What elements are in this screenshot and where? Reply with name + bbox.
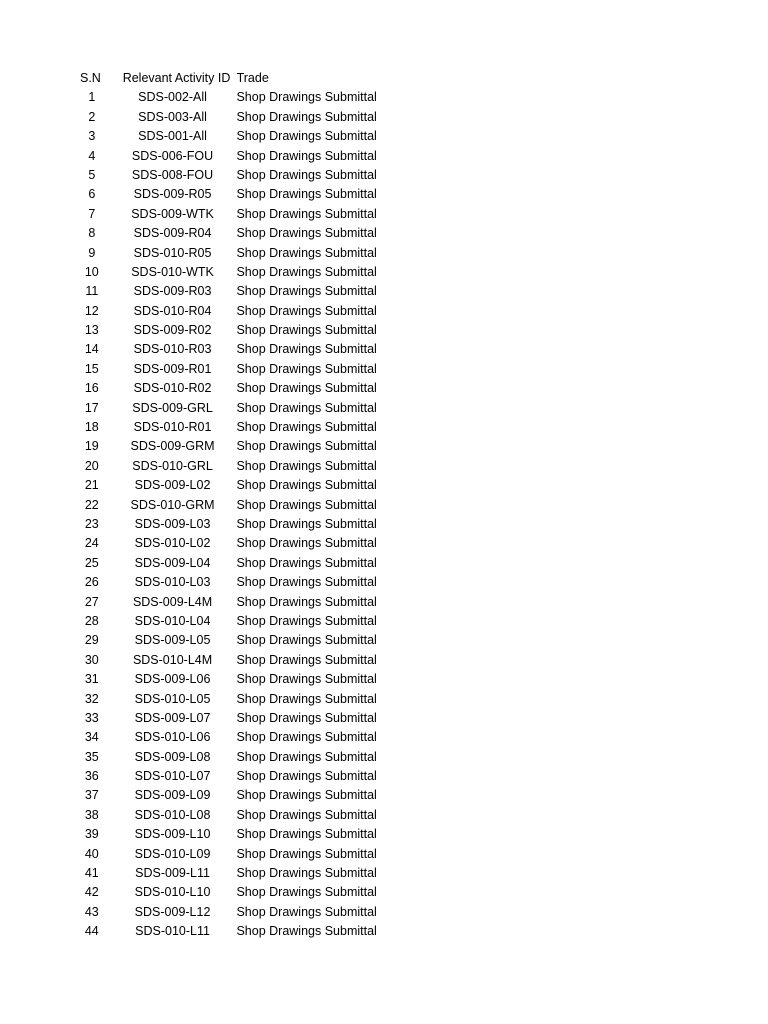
cell-sn: 26 [84, 575, 99, 590]
cell-activity-id: SDS-009-GRM [130, 439, 215, 454]
cell-trade: Shop Drawings Submittal [236, 885, 377, 900]
cell-trade: Shop Drawings Submittal [236, 807, 377, 822]
cell-trade: Shop Drawings Submittal [236, 652, 377, 667]
cell-activity-id: SDS-009-L04 [134, 555, 211, 570]
cell-activity-id: SDS-010-R03 [133, 342, 212, 357]
cell-sn: 11 [85, 284, 99, 299]
cell-activity-id: SDS-009-R03 [133, 284, 212, 299]
cell-sn: 31 [84, 672, 99, 687]
cell-activity-id: SDS-010-L03 [134, 575, 211, 590]
cell-sn: 41 [84, 866, 99, 881]
table-row [72, 864, 392, 883]
cell-trade: Shop Drawings Submittal [236, 458, 377, 473]
header-trade: Trade [236, 71, 269, 85]
cell-activity-id: SDS-010-L09 [134, 846, 211, 861]
cell-sn: 35 [84, 749, 99, 764]
cell-sn: 34 [84, 730, 99, 745]
cell-sn: 40 [84, 846, 99, 861]
table-row [72, 244, 392, 263]
table-row [72, 166, 392, 185]
cell-trade: Shop Drawings Submittal [236, 749, 377, 764]
cell-activity-id: SDS-009-R02 [133, 323, 212, 338]
cell-trade: Shop Drawings Submittal [236, 846, 377, 861]
cell-trade: Shop Drawings Submittal [236, 420, 377, 435]
cell-sn: 15 [84, 361, 99, 376]
cell-trade: Shop Drawings Submittal [236, 226, 377, 241]
table-row [72, 360, 392, 379]
cell-activity-id: SDS-009-R01 [133, 361, 212, 376]
cell-trade: Shop Drawings Submittal [236, 206, 377, 221]
cell-sn: 5 [88, 167, 96, 182]
table-row [72, 845, 392, 864]
cell-trade: Shop Drawings Submittal [236, 730, 377, 745]
cell-activity-id: SDS-006-FOU [131, 148, 214, 163]
cell-sn: 39 [84, 827, 99, 842]
cell-activity-id: SDS-003-All [138, 109, 207, 124]
cell-sn: 10 [84, 264, 99, 279]
cell-trade: Shop Drawings Submittal [236, 516, 377, 531]
table-body [72, 88, 392, 941]
table-row [72, 806, 392, 825]
cell-trade: Shop Drawings Submittal [236, 594, 377, 609]
cell-trade: Shop Drawings Submittal [236, 866, 377, 881]
cell-trade: Shop Drawings Submittal [236, 672, 377, 687]
cell-trade: Shop Drawings Submittal [236, 381, 377, 396]
cell-sn: 27 [84, 594, 99, 609]
cell-activity-id: SDS-010-GRM [130, 497, 215, 512]
table-row [72, 302, 392, 321]
cell-trade: Shop Drawings Submittal [236, 361, 377, 376]
activity-table [72, 69, 392, 942]
cell-trade: Shop Drawings Submittal [236, 691, 377, 706]
table-row [72, 457, 392, 476]
table-row [72, 147, 392, 166]
cell-sn: 22 [84, 497, 99, 512]
table-row [72, 651, 392, 670]
cell-sn: 32 [84, 691, 99, 706]
header-activity-id: Relevant Activity ID [122, 71, 231, 85]
table-row [72, 185, 392, 204]
table-row [72, 418, 392, 437]
cell-activity-id: SDS-010-L07 [134, 769, 211, 784]
cell-sn: 23 [84, 516, 99, 531]
cell-trade: Shop Drawings Submittal [236, 245, 377, 260]
cell-sn: 44 [84, 924, 99, 939]
cell-trade: Shop Drawings Submittal [236, 148, 377, 163]
cell-activity-id: SDS-009-L11 [135, 866, 210, 881]
cell-activity-id: SDS-010-R02 [133, 381, 212, 396]
cell-activity-id: SDS-009-L08 [134, 749, 211, 764]
table-row [72, 690, 392, 709]
table-row [72, 922, 392, 941]
cell-activity-id: SDS-010-R05 [133, 245, 212, 260]
cell-trade: Shop Drawings Submittal [236, 555, 377, 570]
cell-activity-id: SDS-009-L07 [134, 710, 211, 725]
cell-sn: 3 [88, 129, 96, 144]
cell-trade: Shop Drawings Submittal [236, 575, 377, 590]
cell-sn: 43 [84, 904, 99, 919]
cell-activity-id: SDS-009-R05 [133, 187, 212, 202]
cell-activity-id: SDS-009-R04 [133, 226, 212, 241]
cell-sn: 9 [88, 245, 96, 260]
table-row [72, 340, 392, 359]
cell-sn: 24 [84, 536, 99, 551]
cell-activity-id: SDS-009-L06 [134, 672, 211, 687]
table-header-row [72, 69, 392, 88]
cell-sn: 30 [84, 652, 99, 667]
cell-trade: Shop Drawings Submittal [236, 769, 377, 784]
cell-sn: 29 [84, 633, 99, 648]
table-row [72, 709, 392, 728]
table-row [72, 593, 392, 612]
cell-sn: 18 [84, 420, 99, 435]
table-row [72, 496, 392, 515]
table-row [72, 786, 392, 805]
table-row [72, 399, 392, 418]
cell-activity-id: SDS-010-L06 [134, 730, 211, 745]
cell-activity-id: SDS-009-L12 [134, 904, 211, 919]
cell-trade: Shop Drawings Submittal [236, 904, 377, 919]
cell-trade: Shop Drawings Submittal [236, 303, 377, 318]
cell-trade: Shop Drawings Submittal [236, 710, 377, 725]
cell-activity-id: SDS-010-R04 [133, 303, 212, 318]
table-row [72, 379, 392, 398]
cell-sn: 25 [84, 555, 99, 570]
cell-trade: Shop Drawings Submittal [236, 284, 377, 299]
table-row [72, 205, 392, 224]
cell-activity-id: SDS-010-L02 [134, 536, 211, 551]
table-row [72, 127, 392, 146]
cell-activity-id: SDS-009-L4M [132, 594, 213, 609]
cell-sn: 7 [88, 206, 96, 221]
cell-trade: Shop Drawings Submittal [236, 400, 377, 415]
cell-sn: 42 [84, 885, 99, 900]
table-row [72, 670, 392, 689]
cell-trade: Shop Drawings Submittal [236, 478, 377, 493]
table-row [72, 573, 392, 592]
cell-activity-id: SDS-001-All [138, 129, 207, 144]
table-row [72, 224, 392, 243]
cell-trade: Shop Drawings Submittal [236, 788, 377, 803]
table-row [72, 554, 392, 573]
table-row [72, 903, 392, 922]
cell-sn: 28 [84, 613, 99, 628]
cell-activity-id: SDS-010-L10 [134, 885, 211, 900]
cell-activity-id: SDS-010-WTK [131, 264, 214, 279]
cell-trade: Shop Drawings Submittal [236, 497, 377, 512]
cell-sn: 37 [84, 788, 99, 803]
cell-sn: 16 [84, 381, 99, 396]
table-row [72, 728, 392, 747]
cell-trade: Shop Drawings Submittal [236, 924, 377, 939]
table-row [72, 476, 392, 495]
cell-activity-id: SDS-009-WTK [131, 206, 214, 221]
table-row [72, 437, 392, 456]
cell-trade: Shop Drawings Submittal [236, 129, 377, 144]
cell-sn: 13 [84, 323, 99, 338]
cell-sn: 17 [84, 400, 99, 415]
cell-activity-id: SDS-009-L05 [134, 633, 211, 648]
cell-activity-id: SDS-002-All [138, 90, 207, 105]
table-row [72, 631, 392, 650]
cell-sn: 1 [88, 90, 96, 105]
cell-activity-id: SDS-010-L4M [132, 652, 213, 667]
cell-trade: Shop Drawings Submittal [236, 536, 377, 551]
cell-trade: Shop Drawings Submittal [236, 167, 377, 182]
cell-sn: 38 [84, 807, 99, 822]
cell-activity-id: SDS-010-L05 [134, 691, 211, 706]
table-row [72, 748, 392, 767]
cell-activity-id: SDS-009-L03 [134, 516, 211, 531]
cell-trade: Shop Drawings Submittal [236, 439, 377, 454]
cell-sn: 21 [84, 478, 99, 493]
cell-sn: 19 [84, 439, 99, 454]
cell-trade: Shop Drawings Submittal [236, 109, 377, 124]
table-row [72, 767, 392, 786]
cell-sn: 6 [88, 187, 96, 202]
cell-sn: 4 [88, 148, 96, 163]
cell-activity-id: SDS-010-L11 [135, 924, 210, 939]
table-row [72, 108, 392, 127]
cell-sn: 12 [84, 303, 99, 318]
cell-activity-id: SDS-010-L08 [134, 807, 211, 822]
cell-trade: Shop Drawings Submittal [236, 187, 377, 202]
cell-sn: 2 [88, 109, 96, 124]
cell-activity-id: SDS-010-L04 [134, 613, 211, 628]
cell-activity-id: SDS-009-GRL [132, 400, 213, 415]
cell-sn: 33 [84, 710, 99, 725]
cell-sn: 14 [84, 342, 99, 357]
cell-trade: Shop Drawings Submittal [236, 323, 377, 338]
cell-sn: 20 [84, 458, 99, 473]
table-row [72, 883, 392, 902]
table-row [72, 321, 392, 340]
cell-trade: Shop Drawings Submittal [236, 827, 377, 842]
cell-activity-id: SDS-009-L10 [134, 827, 211, 842]
header-sn: S.N [80, 71, 101, 85]
cell-sn: 8 [88, 226, 96, 241]
cell-trade: Shop Drawings Submittal [236, 264, 377, 279]
table-row [72, 534, 392, 553]
table-row [72, 282, 392, 301]
cell-activity-id: SDS-010-GRL [132, 458, 213, 473]
cell-activity-id: SDS-009-L02 [134, 478, 211, 493]
cell-trade: Shop Drawings Submittal [236, 90, 377, 105]
cell-activity-id: SDS-009-L09 [134, 788, 211, 803]
table-row [72, 88, 392, 107]
cell-trade: Shop Drawings Submittal [236, 633, 377, 648]
cell-trade: Shop Drawings Submittal [236, 613, 377, 628]
table-row [72, 612, 392, 631]
cell-trade: Shop Drawings Submittal [236, 342, 377, 357]
cell-activity-id: SDS-008-FOU [131, 167, 214, 182]
table-row [72, 825, 392, 844]
table-row [72, 515, 392, 534]
cell-sn: 36 [84, 769, 99, 784]
table-row [72, 263, 392, 282]
cell-activity-id: SDS-010-R01 [133, 420, 212, 435]
